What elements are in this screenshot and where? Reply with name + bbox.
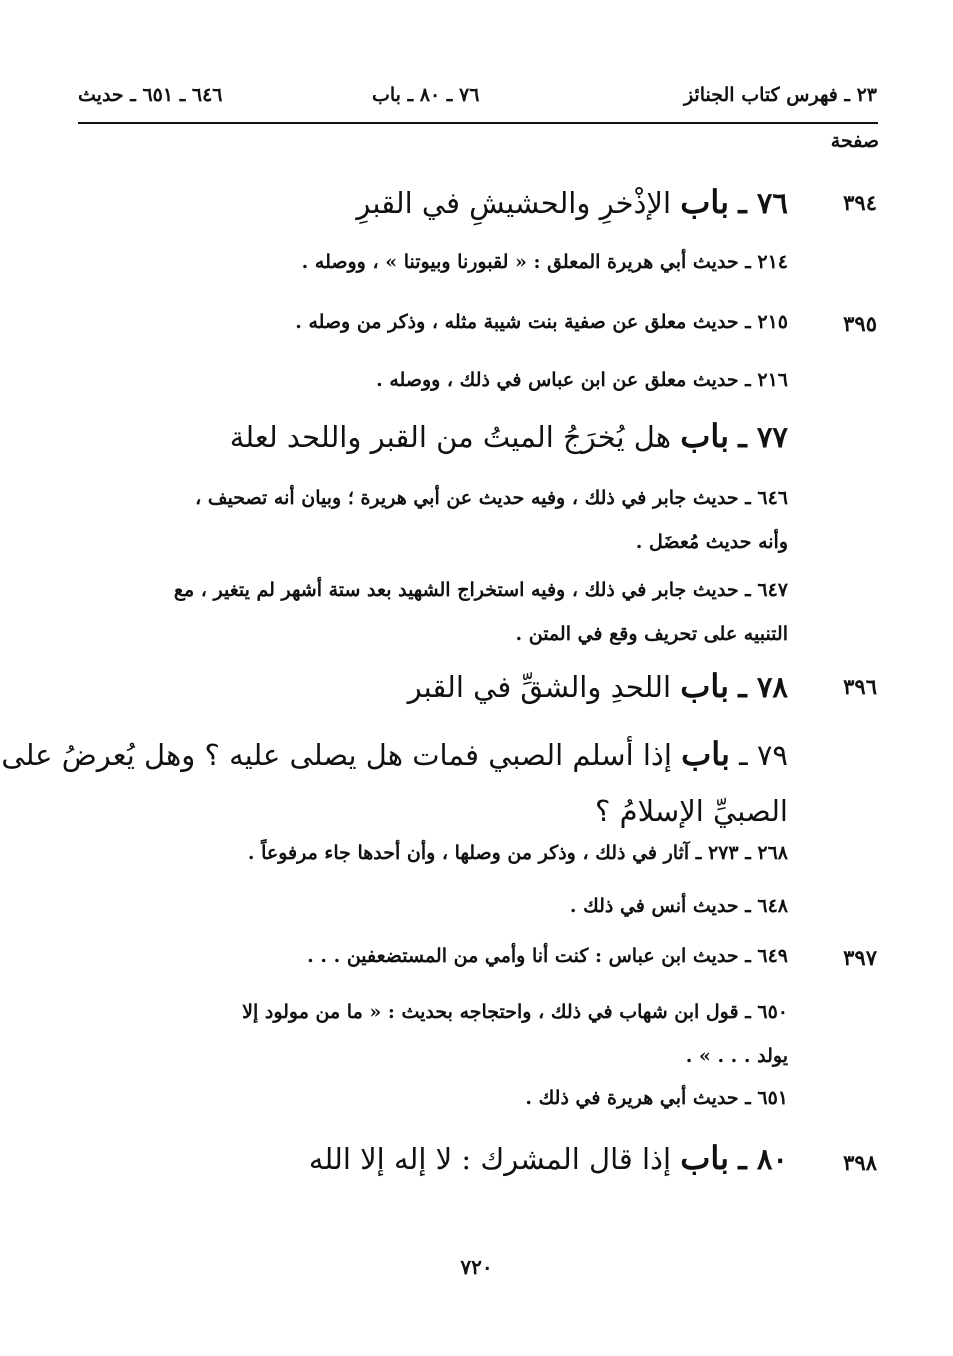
entry-647 <box>76 568 788 656</box>
chapter-keyword: باب <box>680 183 730 221</box>
entry-216: ٢١٦ ـ حديث معلق عن ابن عباس في ذلك ، ووصله . <box>376 369 788 391</box>
page-ref-395: ٣٩٥ <box>843 311 877 336</box>
page-ref-394: ٣٩٤ <box>843 190 877 215</box>
chapter-text: إذا أسلم الصبي فمات هل يصلى عليه ؟ وهل يُعرضُ على <box>1 738 672 772</box>
chapter-78-title <box>70 656 788 717</box>
chapter-keyword: باب <box>681 735 730 773</box>
running-header-hadith-range: ٦٤٦ ـ ٦٥١ ـ حديث <box>78 84 223 106</box>
entry-line: ٦٤٧ ـ حديث جابر في ذلك ، وفيه استخراج الشهيد بعد ستة أشهر لم يتغير ، مع <box>173 579 788 601</box>
chapter-77-title <box>70 406 788 467</box>
chapter-keyword: باب <box>680 417 730 455</box>
entry-651: ٦٥١ ـ حديث أبي هريرة في ذلك . <box>525 1087 788 1109</box>
running-header-chapter: ٢٣ ـ فهرس كتاب الجنائز <box>683 84 877 106</box>
entry-214: ٢١٤ ـ حديث أبي هريرة المعلق : « لقبورنا وبيوتنا » ، ووصله . <box>301 251 788 273</box>
entry-648: ٦٤٨ ـ حديث أنس في ذلك . <box>569 895 788 917</box>
chapter-number: ٧٨ ـ <box>738 670 788 704</box>
page-ref-398: ٣٩٨ <box>843 1150 877 1175</box>
chapter-title-line: الصبيِّ الإسلامُ ؟ <box>595 794 788 828</box>
chapter-76-title <box>70 172 788 233</box>
entry-line: ٦٥٠ ـ قول ابن شهاب في ذلك ، واحتجاجه بحديث : « ما من مولود إلا <box>242 1001 788 1023</box>
entry-649: ٦٤٩ ـ حديث ابن عباس : كنت أنا وأمي من المستضعفين . . . <box>307 945 788 967</box>
chapter-79-title <box>1 726 788 839</box>
chapter-number: ٧٧ ـ <box>738 420 788 454</box>
entry-646 <box>76 476 788 564</box>
header-rule <box>78 122 878 124</box>
chapter-number: ٧٦ ـ <box>738 186 788 220</box>
chapter-number: ٨٠ ـ <box>738 1142 788 1176</box>
chapter-text: اللحدِ والشقِّ في القبر <box>407 670 672 704</box>
chapter-keyword: باب <box>680 667 730 705</box>
entry-268-273: ٢٦٨ ـ ٢٧٣ ـ آثار في ذلك ، وذكر من وصلها ، وأن أحدها جاء مرفوعاً . <box>247 842 788 864</box>
entry-line: وأنه حديث مُعضَل . <box>635 531 788 553</box>
page-ref-396: ٣٩٦ <box>843 674 877 699</box>
entry-215: ٢١٥ ـ حديث معلق عن صفية بنت شيبة مثله ، وذكر من وصله . <box>295 311 788 333</box>
chapter-text: هل يُخرَجُ الميتُ من القبر واللحد لعلة <box>229 420 672 454</box>
page-column-label: صفحة <box>830 130 879 152</box>
chapter-keyword: باب <box>680 1139 730 1177</box>
page-ref-397: ٣٩٧ <box>843 945 877 970</box>
chapter-text: إذا قال المشرك : لا إله إلا الله <box>308 1142 672 1176</box>
chapter-number: ٧٩ ـ <box>739 738 788 772</box>
entry-line: التنبيه على تحريف وقع في المتن . <box>515 623 788 645</box>
chapter-80-title <box>70 1128 788 1189</box>
entry-line: ٦٤٦ ـ حديث جابر في ذلك ، وفيه حديث عن أبي هريرة ؛ وبيان أنه تصحيف ، <box>195 487 788 509</box>
entry-line: يولد . . . » . <box>685 1045 788 1067</box>
chapter-text: الإذْخرِ والحشيشِ في القبرِ <box>356 186 672 220</box>
page-number: ٧٢٠ <box>460 1255 493 1279</box>
entry-650 <box>76 990 788 1078</box>
running-header-chapters-range: ٧٦ ـ ٨٠ ـ باب <box>372 84 480 106</box>
chapter-title-line <box>1 726 788 783</box>
